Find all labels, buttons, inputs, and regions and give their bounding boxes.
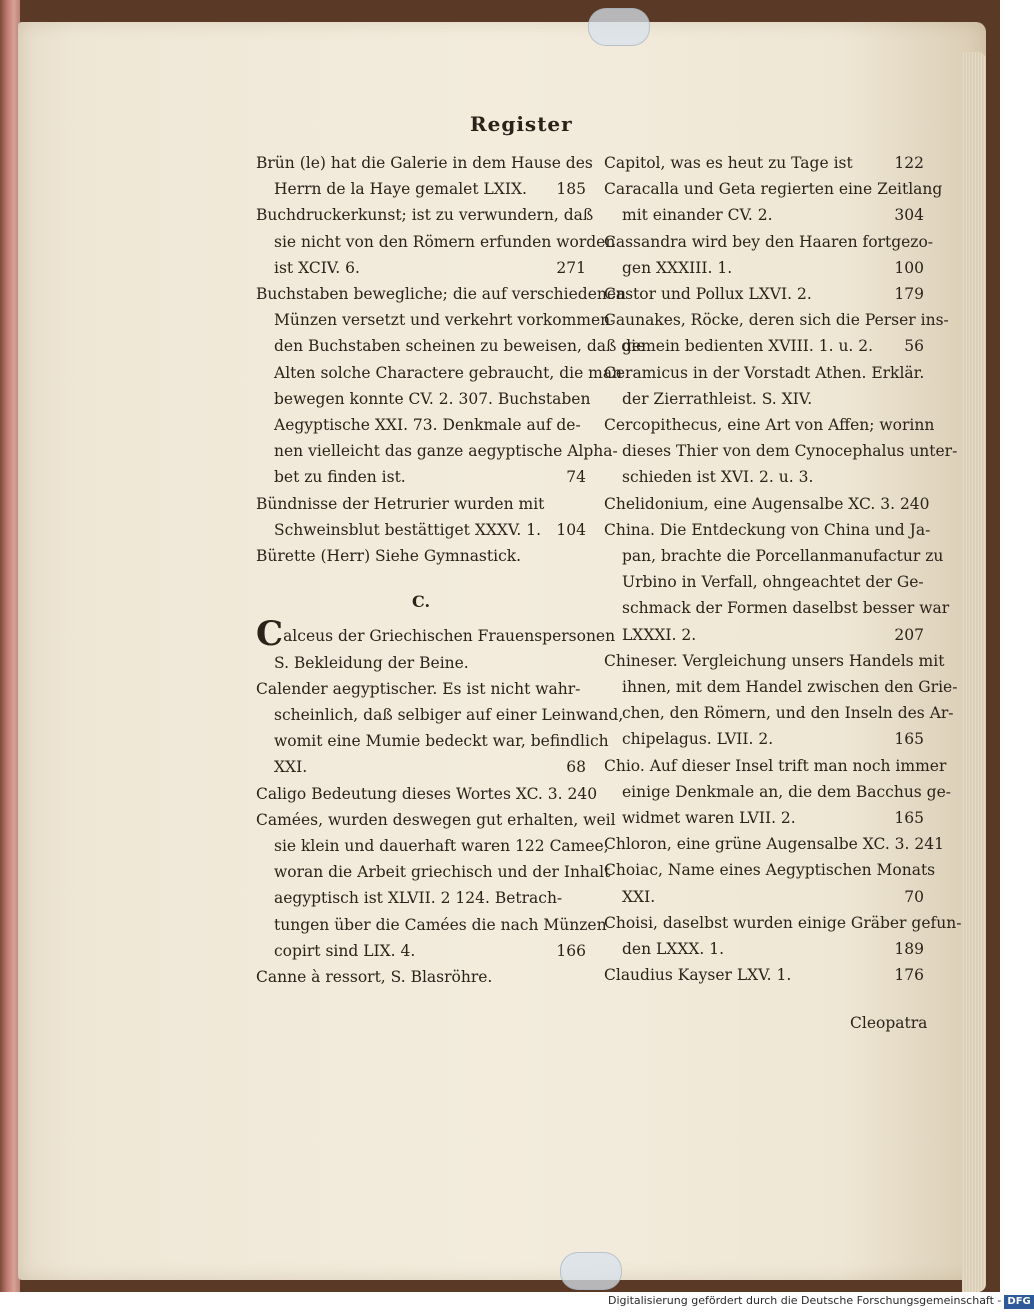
entry-text: Buchstaben bewegliche; die auf verschiedenen [256, 285, 627, 304]
index-entry [604, 648, 958, 753]
entry-text: scheinlich, daß selbiger auf einer Leinwand, [274, 706, 624, 725]
entry-line [604, 386, 924, 412]
entry-text: einige Denkmale an, die dem Bacchus ge- [622, 782, 952, 801]
index-entry [604, 491, 930, 517]
entry-line [604, 595, 950, 621]
entry-line [256, 964, 586, 990]
page-reference: 104 [556, 520, 586, 539]
entry-text: woran die Arbeit griechisch und der Inhalt [274, 863, 611, 882]
page-reference: 70 [904, 887, 924, 906]
running-header: Register [470, 112, 573, 136]
entry-text: mit einander CV. 2. [622, 206, 773, 225]
entry-text: Herrn de la Haye gemalet LXIX. [274, 180, 527, 199]
index-entry [256, 543, 586, 569]
page-reference: 56 [904, 337, 924, 356]
entry-text: Camées, wurden deswegen gut erhalten, weil [256, 810, 616, 829]
entry-text: Cercopithecus, eine Art von Affen; worinn [604, 416, 935, 435]
dfg-logo: DFG [1004, 1295, 1033, 1309]
entry-text: Cassandra wird bey den Haaren fortgezo- [604, 232, 934, 251]
entry-line [604, 438, 958, 464]
index-entry [256, 150, 593, 202]
entry-line [604, 779, 952, 805]
entry-text: der Zierrathleist. S. XIV. [622, 389, 813, 408]
entry-line [604, 622, 924, 648]
entry-line [604, 831, 944, 857]
index-entry [604, 910, 962, 962]
entry-line [604, 229, 934, 255]
entry-text: Castor und Pollux LXVI. 2. [604, 285, 812, 304]
left-column [256, 150, 646, 990]
digitization-footer [608, 1294, 1031, 1312]
entry-text: dieses Thier von dem Cynocephalus unter- [622, 442, 958, 461]
entry-line [256, 176, 586, 202]
entry-text: chen, den Römern, und den Inseln des Ar- [622, 704, 954, 723]
index-entry [256, 964, 586, 990]
entry-line [604, 412, 935, 438]
entry-text: Bürette (Herr) Siehe Gymnastick. [256, 547, 522, 566]
entry-line [256, 229, 616, 255]
index-entry [604, 360, 924, 412]
entry-text: den LXXX. 1. [622, 940, 725, 959]
entry-line [604, 857, 936, 883]
entry-text: Claudius Kayser LXV. 1. [604, 966, 792, 985]
page-reference: 100 [894, 258, 924, 277]
entry-line [256, 333, 646, 359]
page-reference: 271 [556, 258, 586, 277]
entry-text: Choisi, daselbst wurden einige Gräber gefun- [604, 913, 962, 932]
entry-line [256, 543, 586, 569]
entry-text: bet zu finden ist. [274, 468, 406, 487]
entry-text: Chloron, eine grüne Augensalbe XC. 3. 241 [604, 835, 944, 854]
entry-line [256, 885, 586, 911]
entry-text: den Buchstaben scheinen zu beweisen, daß die [274, 337, 646, 356]
entry-line [604, 307, 949, 333]
drop-cap: C [256, 614, 284, 655]
page-reference: 185 [556, 180, 586, 199]
entry-line [604, 569, 924, 595]
entry-text: China. Die Entdeckung von China und Ja- [604, 520, 931, 539]
entry-line [604, 753, 947, 779]
entry-text: Bündnisse der Hetrurier wurden mit [256, 494, 545, 513]
entry-line [604, 202, 924, 228]
page-reference: 122 [894, 154, 924, 172]
entry-line [256, 912, 607, 938]
section-letter: C. [411, 592, 431, 612]
entry-line [256, 491, 586, 517]
entry-text: widmet waren LVII. 2. [622, 809, 796, 828]
entry-line [256, 412, 586, 438]
entry-text: Caunakes, Röcke, deren sich die Perser ins- [604, 311, 949, 330]
entry-line [256, 614, 616, 655]
entry-line [256, 438, 618, 464]
entry-text: Caracalla und Geta regierten eine Zeitlang [604, 180, 943, 199]
entry-line [604, 333, 924, 359]
scanner-clip-top [588, 8, 650, 46]
index-entry [256, 281, 646, 491]
entry-text: alceus der Griechischen Frauenspersonen [283, 627, 616, 646]
entry-line [256, 807, 616, 833]
footer-text: Digitalisierung gefördert durch die Deutsche Forschungsgemeinschaft - [608, 1294, 1002, 1307]
entry-text: womit eine Mumie bedeckt war, befindlich [274, 732, 609, 751]
page-reference: 176 [894, 966, 924, 985]
entry-text: sie nicht von den Römern erfunden worden [274, 232, 616, 251]
entry-text: schmack der Formen daselbst besser war [622, 599, 950, 618]
entry-text: aegyptisch ist XLVII. 2 124. Betrach- [274, 889, 563, 908]
page-reference: 165 [894, 730, 924, 749]
page-reference: 207 [894, 625, 924, 644]
entry-text: Chio. Auf dieser Insel trift man noch immer [604, 756, 947, 775]
entry-text: Aegyptische XXI. 73. Denkmale auf de- [274, 416, 581, 435]
entry-text: chipelagus. LVII. 2. [622, 730, 774, 749]
entry-line [256, 202, 594, 228]
entry-line [256, 255, 586, 281]
entry-line [256, 781, 598, 807]
entry-text: Choiac, Name eines Aegyptischen Monats [604, 861, 936, 880]
entry-line [256, 676, 586, 702]
entry-line [256, 360, 623, 386]
entry-line [604, 150, 924, 176]
entry-line [256, 464, 586, 490]
scanner-clip-bottom [560, 1252, 622, 1290]
right-column [604, 150, 962, 989]
entry-line [256, 150, 593, 176]
entry-line [604, 176, 943, 202]
page-reference: 165 [894, 809, 924, 828]
page-reference: 68 [566, 758, 586, 777]
entry-line [256, 386, 591, 412]
entry-line [604, 700, 954, 726]
index-entry [256, 614, 616, 675]
index-entry [256, 491, 586, 543]
entry-line [604, 936, 924, 962]
index-entry [256, 202, 616, 281]
entry-text: Canne à ressort, S. Blasröhre. [256, 968, 493, 987]
entry-line [604, 491, 930, 517]
entry-text: ist XCIV. 6. [274, 258, 360, 277]
entry-text: Alten solche Charactere gebraucht, die man [274, 363, 623, 382]
book-cover-edge [0, 0, 20, 1292]
entry-text: bewegen konnte CV. 2. 307. Buchstaben [274, 389, 591, 408]
entry-line [604, 543, 944, 569]
entry-text: Münzen versetzt und verkehrt vorkommen- [274, 311, 616, 330]
entry-text: Schweinsblut bestättiget XXXV. 1. [274, 520, 542, 539]
entry-line [604, 674, 958, 700]
index-entry [604, 517, 950, 648]
page-reference: 304 [894, 206, 924, 225]
entry-text: Brün (le) hat die Galerie in dem Hause des [256, 154, 593, 172]
index-entry [604, 150, 924, 176]
page-reference: 166 [556, 941, 586, 960]
entry-line [604, 805, 924, 831]
entry-text: Calender aegyptischer. Es ist nicht wahr- [256, 679, 581, 698]
index-entry [256, 807, 616, 964]
index-entry [604, 307, 949, 359]
entry-line [604, 464, 924, 490]
index-entry [604, 831, 944, 857]
index-entry [256, 676, 624, 781]
entry-text: Ceramicus in der Vorstadt Athen. Erklär. [604, 363, 925, 382]
index-entry [604, 962, 924, 988]
entry-text: Buchdruckerkunst; ist zu verwundern, daß [256, 206, 594, 225]
entry-line: S. Bekleidung der Beine. [274, 653, 469, 672]
entry-text: tungen über die Camées die nach Münzen [274, 915, 607, 934]
entry-line [256, 517, 586, 543]
entry-text: LXXXI. 2. [622, 625, 697, 644]
entry-line [604, 648, 945, 674]
entry-line [604, 884, 924, 910]
index-entry [604, 753, 952, 832]
entry-text: nen vielleicht das ganze aegyptische Alpha- [274, 442, 618, 461]
entry-line [256, 833, 609, 859]
index-entry [604, 412, 958, 491]
entry-text: Caligo Bedeutung dieses Wortes XC. 3. 240 [256, 784, 598, 803]
catchword: Cleopatra [850, 1014, 928, 1032]
entry-line [604, 281, 924, 307]
entry-line [604, 360, 924, 386]
page-reference: 189 [894, 940, 924, 959]
index-entry [604, 176, 943, 228]
entry-text: gemein bedienten XVIII. 1. u. 2. [622, 337, 874, 356]
page-reference: 74 [566, 468, 586, 487]
entry-line [604, 962, 924, 988]
entry-line [256, 754, 586, 780]
entry-line [604, 517, 931, 543]
entry-text: XXI. [622, 887, 656, 906]
entry-text: Chelidonium, eine Augensalbe XC. 3. 240 [604, 494, 930, 513]
entry-line [604, 726, 924, 752]
entry-text: gen XXXIII. 1. [622, 258, 733, 277]
entry-text: schieden ist XVI. 2. u. 3. [622, 468, 814, 487]
index-entry [604, 281, 924, 307]
index-entry [604, 857, 936, 909]
page-reference: 179 [894, 285, 924, 304]
entry-text: ihnen, mit dem Handel zwischen den Grie- [622, 678, 958, 697]
entry-text: XXI. [274, 758, 308, 777]
entry-line [256, 859, 611, 885]
entry-line [604, 255, 924, 281]
entry-line [256, 938, 586, 964]
entry-text: pan, brachte die Porcellanmanufactur zu [622, 547, 944, 566]
entry-text: copirt sind LIX. 4. [274, 941, 416, 960]
page-edges [962, 52, 986, 1292]
index-entry [604, 229, 934, 281]
entry-line [604, 910, 962, 936]
entry-text: Urbino in Verfall, ohngeachtet der Ge- [622, 573, 924, 592]
entry-text: Chineser. Vergleichung unsers Handels mit [604, 651, 945, 670]
entry-text: sie klein und dauerhaft waren 122 Camee, [274, 837, 609, 856]
index-entry [256, 781, 598, 807]
entry-text: Capitol, was es heut zu Tage ist [604, 154, 853, 172]
entry-line [256, 281, 627, 307]
entry-line [256, 728, 609, 754]
entry-line [256, 307, 616, 333]
entry-line [256, 702, 624, 728]
